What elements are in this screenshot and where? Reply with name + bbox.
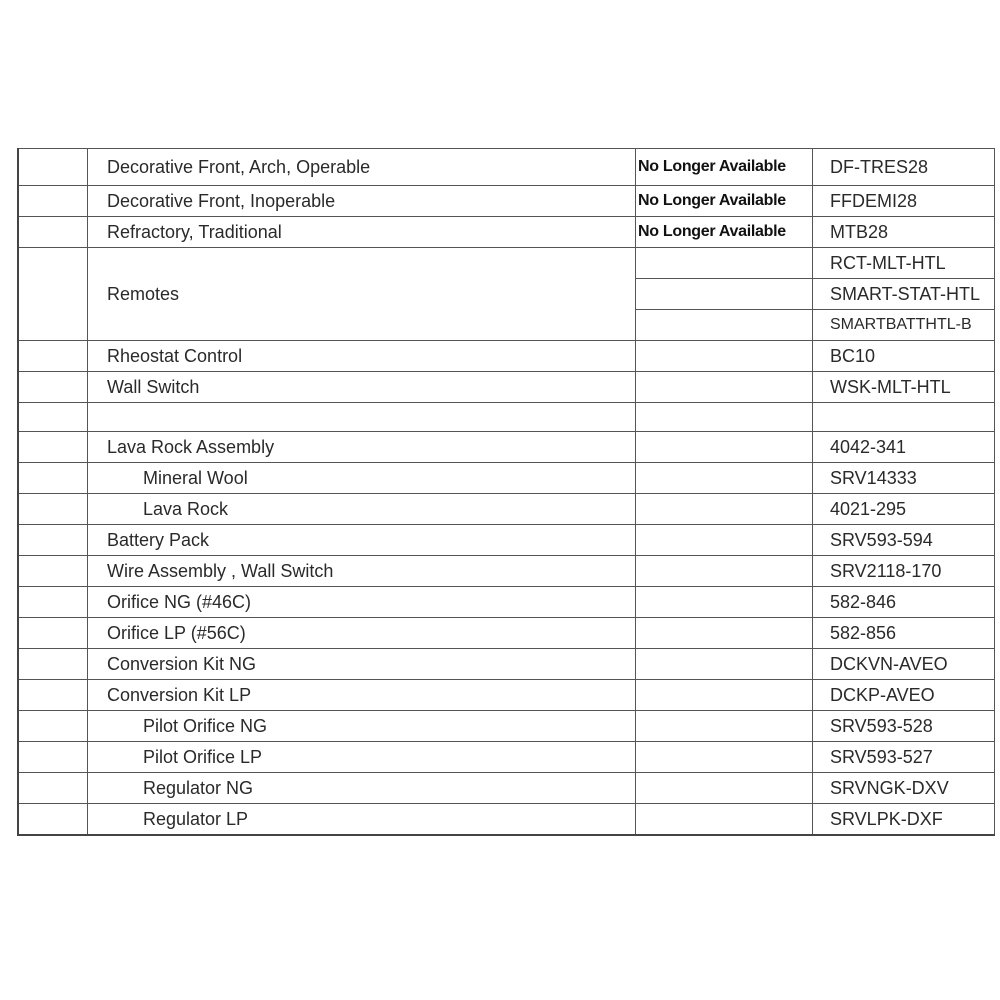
description-cell: Decorative Front, Arch, Operable [88,149,636,186]
part-number-cell: SRV14333 [813,463,995,494]
description-cell: Refractory, Traditional [88,217,636,248]
table-row [18,587,995,618]
status-cell [636,556,813,587]
status-cell [636,711,813,742]
part-number-cell: 582-846 [813,587,995,618]
table-row [18,680,995,711]
group-cell [18,556,88,587]
status-cell [636,804,813,836]
description-cell: Orifice NG (#46C) [88,587,636,618]
description-cell: Orifice LP (#56C) [88,618,636,649]
part-number-cell: DCKVN-AVEO [813,649,995,680]
status-cell [636,649,813,680]
table-row [18,248,995,279]
table-row [18,556,995,587]
group-cell [18,149,88,186]
group-cell [18,649,88,680]
description-cell [88,403,636,432]
description-cell: Conversion Kit LP [88,680,636,711]
table-row [18,525,995,556]
group-cell [18,217,88,248]
status-cell [636,310,813,341]
part-number-cell: RCT-MLT-HTL [813,248,995,279]
part-number-cell: SRVLPK-DXF [813,804,995,836]
part-number-cell: 4021-295 [813,494,995,525]
description-cell: Decorative Front, Inoperable [88,186,636,217]
group-cell [18,525,88,556]
table-row [18,618,995,649]
status-cell [636,372,813,403]
table-row [18,372,995,403]
part-number-cell: 582-856 [813,618,995,649]
part-number-cell: DF-TRES28 [813,149,995,186]
description-cell: Lava Rock Assembly [88,432,636,463]
description-cell: Conversion Kit NG [88,649,636,680]
table-row [18,186,995,217]
status-cell: No Longer Available [636,186,813,217]
status-cell [636,525,813,556]
part-number-cell: WSK-MLT-HTL [813,372,995,403]
group-cell [18,804,88,836]
group-cell [18,341,88,372]
group-cell [18,680,88,711]
table-row [18,804,995,836]
table-row [18,217,995,248]
status-cell [636,587,813,618]
part-number-cell: SMARTBATTHTL-B [813,310,995,341]
description-cell: Pilot Orifice LP [88,742,636,773]
part-number-cell: SRVNGK-DXV [813,773,995,804]
description-cell: Wire Assembly , Wall Switch [88,556,636,587]
table-row [18,341,995,372]
status-cell: No Longer Available [636,217,813,248]
description-cell: Remotes [88,248,636,341]
description-cell: Wall Switch [88,372,636,403]
status-cell [636,773,813,804]
part-number-cell: 4042-341 [813,432,995,463]
table-row [18,403,995,432]
status-cell [636,432,813,463]
status-cell: No Longer Available [636,149,813,186]
group-cell [18,403,88,432]
group-cell [18,432,88,463]
description-cell: Pilot Orifice NG [88,711,636,742]
status-cell [636,341,813,372]
description-cell: Mineral Wool [88,463,636,494]
status-cell [636,680,813,711]
status-cell [636,248,813,279]
part-number-cell: SRV593-528 [813,711,995,742]
table-row [18,494,995,525]
description-cell: Regulator NG [88,773,636,804]
table-row [18,649,995,680]
group-cell [18,773,88,804]
part-number-cell: SRV2118-170 [813,556,995,587]
parts-table [17,148,995,836]
part-number-cell: SRV593-594 [813,525,995,556]
table-row [18,432,995,463]
status-cell [636,494,813,525]
group-cell [18,711,88,742]
status-cell [636,618,813,649]
table-row [18,742,995,773]
part-number-cell: SRV593-527 [813,742,995,773]
part-number-cell [813,403,995,432]
table-row [18,149,995,186]
group-cell [18,618,88,649]
part-number-cell: MTB28 [813,217,995,248]
description-cell: Regulator LP [88,804,636,836]
part-number-cell: FFDEMI28 [813,186,995,217]
part-number-cell: BC10 [813,341,995,372]
group-cell [18,248,88,341]
group-cell [18,372,88,403]
description-cell: Rheostat Control [88,341,636,372]
status-cell [636,463,813,494]
group-cell [18,742,88,773]
description-cell: Battery Pack [88,525,636,556]
part-number-cell: SMART-STAT-HTL [813,279,995,310]
group-cell [18,494,88,525]
group-cell [18,186,88,217]
table-row [18,773,995,804]
part-number-cell: DCKP-AVEO [813,680,995,711]
table-row [18,463,995,494]
status-cell [636,279,813,310]
group-cell [18,587,88,618]
description-cell: Lava Rock [88,494,636,525]
status-cell [636,742,813,773]
table-row [18,711,995,742]
status-cell [636,403,813,432]
group-cell [18,463,88,494]
